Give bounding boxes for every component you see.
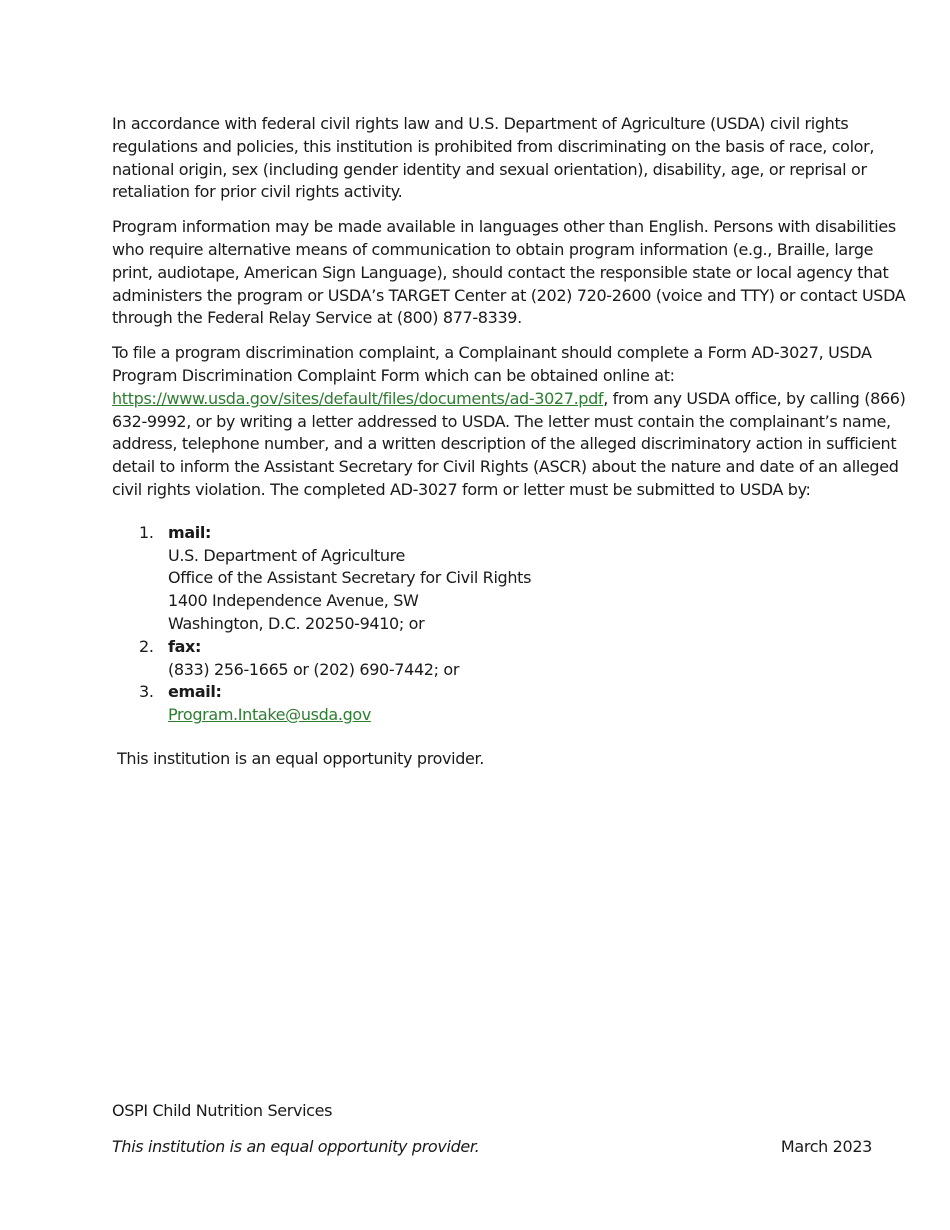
email-label: email: [168, 682, 222, 702]
list-number: 3. [139, 682, 154, 702]
footer-statement: This institution is an equal opportunity provider. [112, 1137, 480, 1156]
civil-rights-paragraph: In accordance with federal civil rights law and U.S. Department of Agriculture (USDA) civil rights regulations and policies, this institution is prohibited from discriminating on the basis of race, color, national origin, sex (including gender identity and sexual orientation), disability, age, or reprisal or retaliation for prior civil rights activity. [112, 114, 875, 202]
email-link[interactable]: Program.Intake@usda.gov [168, 705, 371, 725]
footer [112, 1137, 872, 1156]
list-item-mail [112, 522, 912, 636]
fax-numbers: (833) 256-1665 or (202) 690-7442; or [168, 659, 460, 679]
equal-opportunity-statement: This institution is an equal opportunity provider. [117, 748, 485, 768]
list-number: 1. [139, 522, 154, 542]
document-body [112, 113, 912, 783]
mail-address-line: Washington, D.C. 20250-9410; or [168, 613, 425, 633]
ad-3027-form-link[interactable]: https://www.usda.gov/sites/default/files/documents/ad-3027.pdf [112, 388, 604, 408]
mail-address-line: 1400 Independence Avenue, SW [168, 591, 419, 611]
list-item-email [112, 681, 912, 727]
submission-methods-list [112, 522, 912, 727]
mail-label: mail: [168, 522, 212, 542]
complaint-text-before-link: To file a program discrimination complaint, a Complainant should complete a Form AD-3027, USDA Program Discrimination Complaint Form which can be obtained online at: [112, 343, 872, 385]
list-item-fax [112, 636, 912, 682]
list-number: 2. [139, 636, 154, 656]
mail-address-line: Office of the Assistant Secretary for Civil Rights [168, 568, 532, 588]
fax-label: fax: [168, 636, 202, 656]
footer-date: March 2023 [780, 1137, 872, 1156]
mail-address-line: U.S. Department of Agriculture [168, 545, 406, 565]
complaint-text-after-link: , from any USDA office, by calling (866) 632-9992, or by writing a letter addressed to USDA. The letter must contain the complainant’s name, address, telephone number, and a written description of the alleged discriminatory action in sufficient detail to inform the Assistant Secretary for Civil Rights (ASCR) about the nature and date of an alleged civil rights violation. The completed AD-3027 form or letter must be submitted to USDA by: [112, 388, 906, 499]
complaint-paragraph [112, 342, 912, 502]
footer-organization: OSPI Child Nutrition Services [112, 1101, 333, 1120]
program-information-paragraph: Program information may be made available in languages other than English. Persons with disabilities who require alternative means of communication to obtain program information (e.g., Braille, large print, audiotape, American Sign Language), should contact the responsible state or local agency that administers the program or USDA’s TARGET Center at (202) 720-2600 (voice and TTY) or contact USDA through the Federal Relay Service at (800) 877-8339. [112, 217, 906, 328]
